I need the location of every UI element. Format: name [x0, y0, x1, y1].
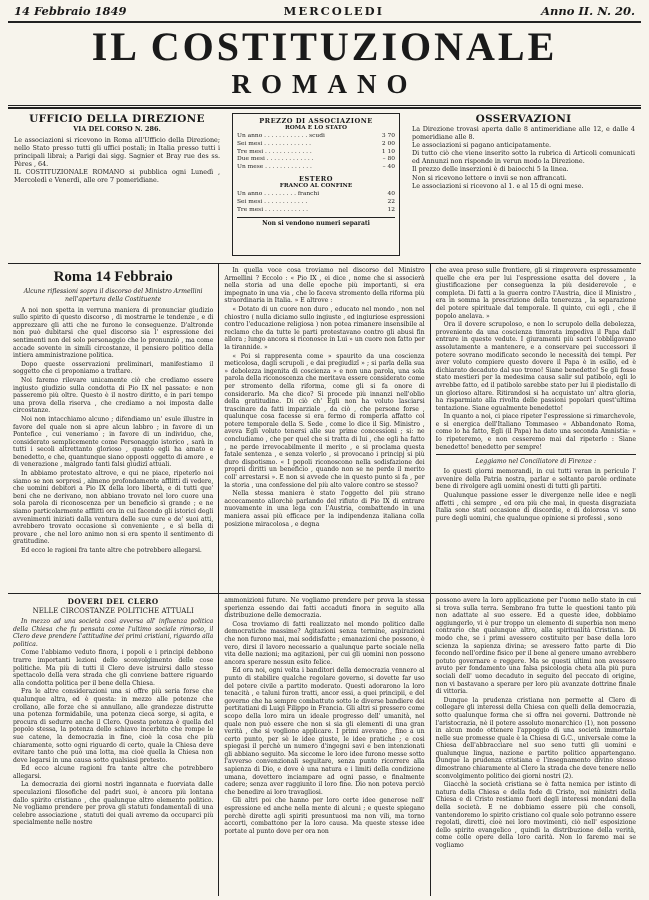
- clergy-article-title: DOVERI DEL CLERO: [67, 597, 159, 606]
- paragraph: Fra le altre considerazioni una si offre più seria forse che qualunque altra, ed è questa: in mezzo alle potenze che crollano, alle forze che si annullano, alle grandezze distrutte una potenza formidabile, una potenza cieca sorge, si agita, e procura di sedurre anche il Clero. Questa potenza è quella del popolo stessa, la potenza dello schiavo incerbito che rompe le sue catene, la democrazia in fine, cioè la cosa che più chiaramente, sotto ogni riguardo di certo, quale la Chiesa deve evitare tanto che può una lotta, ma cioè quella la Chiesa non deve legarsi in una causa sotto qualsiasi pretesto.: [13, 688, 214, 764]
- lead-article-title: Roma 14 Febbraio: [53, 269, 173, 285]
- letter-heading: Leggiamo nel Conciliatore di Firenze :: [475, 458, 597, 466]
- notice-paragraph: Non si ricevono lettere o invii se non affrancati.: [412, 173, 567, 182]
- notices-title: OSSERVAZIONI: [475, 113, 572, 125]
- paragraph: che avea preso sulle frontiere, gli si rimprovera espressamente quelle che era per lui l'espressione esatta del dovere , la giustificazione per conseguenza la più desiderevole , e completa. Di fatti a la guerra contro l'Austria, dice il Ministro , era in somma la prescrizione della tenerezza , la separazione del potere spirituale dal temporale. Il quinto, cui egli , che il popolo anelava. »: [435, 267, 636, 320]
- paragraph: Ed ecco alcune ragioni fra tante altre che potrebbero allegarsi.: [13, 765, 214, 780]
- lead-column-2: [219, 264, 430, 593]
- notice-paragraph: Di tutto ciò che viene inserito sotto la rubrica di Articoli comunicati ed Annunzi non risponde in verun modo la Direzione.: [412, 149, 635, 166]
- paragraph: Nella stessa maniera è stato l'oggetto del più strano accecamento allorchè parlando del rifiuto di Pio IX di entrare nuovamente in una lega con l'Austria, combattendo in una maniera assai più efficace per la indipendenza italiana colla posizione miracolosa , e degna: [224, 490, 425, 528]
- lead-column-3: [431, 264, 641, 593]
- notice-paragraph: Il prezzo delle inserzioni è di baiocchi 5 la linea.: [412, 165, 569, 174]
- paragraph: Ed ora noi, ogni volta i banditori della democrazia vennero al punto di stabilire qualche regolare governo, si dovette far uso del potere civile a partito moderato. Questi adorarono la loro tenacità , e taluni furon tratti, ancor essi, a quei principii, e del governo che ha sempre combattuto sotto le diverse bandiere dei pertitatiani di Luigi Filippo in Francia. Gli altri si pressero come scopo della loro mira un ideale progresso dell' umanità, nel quale non può essere che non si sia gli elementi di una gran verità , che si vogliono applicare. I primi avevano , fino a un certo punto, per sè le idee giuste, le idee pratiche ; e così spiegasi il perchè un numero d'ingegni savi e ben intenzionati gli abbiano seguito. Ma siccome le loro idee furono messe sotto l'avverso convenzionali seguitare, senza punto ricorrere alla sapienza di Dio, e dove è una natura e i limiti della condizione umana, dovettero inciampare ad ogni passo, e finalmente cadere; senza aver raggiunto il loro fine. Dio non poteva perciò che benedire ai loro travagliosi.: [224, 667, 425, 796]
- notices-box: [406, 109, 641, 263]
- price-value: 1 10: [381, 148, 395, 155]
- price-row: [237, 156, 395, 164]
- price-row: [237, 133, 395, 141]
- issue-number: Anno II. N. 20.: [541, 4, 635, 18]
- paragraph: Come l'abbiamo veduto finora, i popoli e i principi debbono trarre importanti lezioni dello sconvolgimento delle cose politiche. Ma più di tutti il Clero deve istruirsi dallo stesso spettacolo della vera strada che gli conviene battere riguardo alla condotta politica per il bene della Chiesa.: [13, 649, 214, 687]
- price-value: – 80: [382, 156, 395, 163]
- info-strip: [8, 109, 641, 264]
- paragraph: In abbiamo protestato altrove, e qui ne piace, ripeterlo noi siamo se non sorpresi , almeno profondamente afflitti di vedere, che uomini debitori a Pio IX della loro libertà, e di tutti que' beni che ne derivano, non abbiano trovato nel loro cuore una sola parola di riconoscenza per un beneficio sì grande ; e ne siamo particolarmente afflitti ora in cui facendo gli istorici degli avvenimenti iniziati dalla ventura delle sue cure e de' suoi atti, avrebbero trovato occasione sì conveniente , e sì bella di provare , che nel loro animo non si era spento il sentimento di gratitudine.: [13, 470, 214, 546]
- paragraph: In quanto a noi, ci piace ripeter l'espressione si rimarchevole, e sì energica dell'Italiano Tommaseo « Abbandonato Roma, come lo ha fatto, Egli (il Papa) ha dato una seconda Amnistia: » Io ripeteremo, e non cesseremo mai dal ripeterlo : Siane benedetto! benedetto per sempre!: [435, 413, 636, 451]
- lead-article-subtitle: Alcune riflessioni sopra il discorso del Ministro Armellini nell'apertura della Costituente: [23, 288, 203, 303]
- notice-paragraph: Le associazioni si ricevono al 1. e al 15 di ogni mese.: [412, 181, 584, 190]
- clergy-column-2: [219, 594, 430, 896]
- price-row: [237, 141, 395, 149]
- masthead-title: IL COSTITUZIONALE: [91, 24, 558, 69]
- lead-article: [8, 264, 641, 594]
- price-value: 40: [387, 190, 395, 197]
- paragraph: In mezzo ad una società così avversa all' influenza politica della Chiesa che fu pensata come l'ultimo sociale rimorso, il Clero deve prendere l'attitudine dei primi cristiani, riguardo alla politica.: [13, 618, 214, 648]
- issue-date: 14 Febbraio 1849: [14, 4, 127, 18]
- section-rule: [436, 454, 636, 455]
- price-row: [237, 207, 395, 215]
- paragraph: Dopo queste osservazioni preliminari, manifestiamo il soggetto che ci proponiamo a trattare.: [13, 360, 214, 376]
- paragraph: ammonizioni future. Ne vogliamo prendere per prova la stessa sperienza essendo dai fatti accaduti finora in seguito alla distribuzione delle democrazia.: [224, 597, 425, 620]
- price-box: [226, 109, 406, 263]
- masthead-rule: [8, 21, 641, 23]
- price-row: [237, 149, 395, 157]
- notice-paragraph: Le associazioni si pagano anticipatamente.: [412, 141, 552, 150]
- price-value: – 40: [382, 164, 395, 171]
- paragraph: Ora il dovere scrupoloso, e non lo scrupolo della debolezza, proveniente da una coscienza timorata impediva il Papa dall' entrare in queste vedute. I giuramenti più sacri l'obbligavano assolutamente a mantenere, e a conservare pei successori il potere sovrano modificato secondo le necessità dei tempi. Per aver voluto compiere questo dovere il Papa è in esilio, ed è dichiarato decaduto dal suo trono! Siane benedetto! Se gli fosse stato mestieri per la medesima causa salir sul patibolo, egli lo avrebbe fatto, ed il patibolo sarebbe stato per lui il piedistallo di un glorioso altare. Ritirandosi si ha acquistato un' altra gloria, ha risparmiato alla rivolta delle passioni popolari quest'ultima tentazione. Siane egualmente benedetto!: [435, 321, 636, 412]
- paragraph: Cosa troviamo di fatti realizzato nel mondo politico dalle democratiche massime? Agitazioni senza termine, aspirazioni che non furono mai, mai soddisfatte ; emanazioni che possono, è vero, dirsi il lavoro necessario a qualunque parte sociale nella vita delle nazioni; ma agitazioni, per cui gli uomini non possono ancora sperare nessun esito felice.: [224, 620, 425, 666]
- office-paragraph: Le associazioni si ricevono in Roma all'Ufficio della Direzione; nello Stato presso tutti gli uffici postali; in Italia presso tutti i principali librai; a Parigi dai sigg. Sagnier et Bray rue des ss. Pères , 64.: [14, 136, 220, 169]
- price-frame: [232, 113, 400, 256]
- paragraph: Io questi giorni memorandi, in cui tutti veran in periculo l' avvenire della Patria nostra, parlar e soltanto parole ordinate bene di rivolgere agli uomini onesti di tutti gli partiti.: [435, 468, 636, 491]
- price-subtitle: ROMA E LO STATO: [284, 125, 348, 131]
- price-row: [237, 199, 395, 207]
- price-row: [237, 164, 395, 172]
- price-label: Due mesi . . . . . . . . . . . . .: [237, 156, 314, 163]
- paragraph: Dunque la prudenza cristiana non permette al Clero di collegare gli interessi della Chiesa con quelli della democrazia, sotto qualunque forma che si offra nei governi. Dattronde nè l'aristocrazia, nè il potere assoluto monarchico (1), non possono in alcun modo ottenere l'appoggio di una società immortale nelle sue promesse quale è la Chiesa di G.C., universale come la Chiesa dell'abbracciare nel suo seno tutti gli uomini e qualunque lingua, nazione e partito politico appartengano. Dunque la prudenza cristiana e l'insegnamento divino stesso dimostrano chiaramente al Clero la strada che deve tenere nello sconvolgimento politico dei giorni nostri (2).: [435, 696, 636, 780]
- price-label: Tre mesi . . . . . . . . . . . .: [237, 206, 309, 213]
- lead-column-1: [8, 264, 219, 593]
- office-title: UFFICIO DELLA DIREZIONE: [29, 113, 205, 125]
- price-row: [237, 191, 395, 199]
- price-title: PREZZO DI ASSOCIAZIONE: [259, 117, 373, 125]
- paragraph: Noi non intacchiamo alcuno ; difendiamo un' esule illustre in favore del quale non si apre alcun labbro ; in favore di un Pontefice , cui veneriamo ; in favore di un individuo, che, considerato semplicemente come Personaggio istorico , sarà in tutti i secoli altrettanto glorioso , quanto egli ha amato e benedetto, e che, quantunque siano opposti oggetto di amore , e di venerazione , malgrado tanti falsi giudizî attuali.: [13, 415, 214, 469]
- paragraph: « Poi si rappresenta come » spaurito da una coscienza meticolosa, dagli scrupoli , e dai pregiudizî » ; si parla della sua » debolezza ingenita di coscienza » e non una parola, una sola parola della riconoscenza che meritava essere considerato come per stromento della riforma, come gli si fa onore di considerarlo. Ma che dico? Si procede più innanzi nell'oblio della gratitudine. Di ciò ch' Egli non ha voluto lasciarsi trascinare da fatti imparziale , da ciò , che persone forse , qualunque cosa facesse si era fermo di romperla affatto col potere temporale della S. Sede , come lo dice il Sig. Ministro , aveva Egli voluto tenersi alle sue prime concessioni ; si: ne concludiamo , che per quel che si tratta di lui , che egli ha fatto , ne perde irrevocabilmente il merito , e si proclama questa fatale sentenza , e senza volerlo , si provocano i principj si più duro dispotismo. « I popoli riconoscono nella sodisfazione dei proprii diritti un beneficio , quando non se ne perde il merito coll' arrestarsi ». E non si avvede che in questo punto si fa , per la storia , una confessione del più alto valore contro se stesso?: [224, 352, 425, 489]
- price-foreign-subtitle: FRANCO AL CONFINE: [279, 182, 353, 189]
- price-label: Sei mesi . . . . . . . . . . . .: [237, 198, 308, 205]
- price-label: Sei mesi . . . . . . . . . . . . .: [237, 140, 311, 147]
- clergy-article-subtitle: NELLE CIRCOSTANZE POLITICHE ATTUALI: [32, 607, 194, 615]
- price-value: 2 00: [381, 140, 395, 147]
- notice-paragraph: La Direzione trovasi aperta dalle 8 antimeridiane alle 12, e dalle 4 pomeridiane alle 8.: [412, 125, 635, 142]
- newspaper-page: [8, 4, 641, 896]
- paragraph: Qualunque passione esser le divergenze nelle idee e negli affetti , chi sempre , ed ora più che mai, in questa disgraziata Italia sono stati occasione di discordie, e di dolorosa vi sono pure degli uomini, che qualunque opinione si professi , sono: [435, 492, 636, 522]
- price-note: Non si vendono numeri separati: [237, 217, 395, 227]
- price-value: 12: [387, 206, 395, 213]
- price-value: 3 70: [381, 133, 395, 139]
- paragraph: possono avere la loro applicazione per l'uomo nello stato in cui si trova sulla terra. Sembrano fra tutte le questioni tanto più non adattate al suo essere. Ed a queste idee, dobbiamo aggiungerlo, vi è pur troppo un elemento di superbia non meno contrario che qualunque altro, alla spiritualità Cristiana. Di modo che, se i primi avessero costituito per base della loro scienza la sapienza divina; se avessero fatto parte di Dio fecondo nell'ordine fisico per il bene al genere umano avrebbero potuto governare e reggere. Ma se questi ultimi non avessero avuto per fondamento una falsa psicologia cheta alla più pura sociali dell' uomo decaduto in seguito del peccato di origine, non vi bastavano a sperare per loro più avanzate dottrine finale di vittoria.: [435, 597, 636, 696]
- paragraph: In quella voce cosa troviamo nel discorso del Ministro Armellini ? Eccolo : « Pio IX , ei dice , nome che si associerà nella storia ad una delle epoche più importanti, si era impegnato in una via , che lo faceva stromento della riforma più straordinaria in Italia. » E altrove :: [224, 267, 425, 305]
- paragraph: Noi faremo rilevare unicamente ciò che crediamo essere ingiusto giudizio sulla condotta di Pio IX nel passato: e non passeremo più oltre. Questo è il nostro diritto, e in pari tempo una prova della riserva , che crediamo a noi imposta dalle circostanze.: [13, 376, 214, 415]
- dateline: [8, 4, 641, 20]
- paragraph: Ed ecco le ragioni fra tante altre che potrebbero allegarsi.: [21, 547, 202, 554]
- price-value: 22: [387, 198, 395, 205]
- clergy-column-1: [8, 594, 219, 896]
- clergy-article: [8, 594, 641, 896]
- paragraph: « Dotato di un cuore non duro , educato nel mondo , non nel chiostro ( nulla diciamo sullo ingiuste , ed ingiuriose espressioni contro l'educazione religiosa ) non potea rimanere insensibile al reclamo che da tutte le parti protestavano contro gli abusi fin allora ; lungo ancora si riconosce in Lui » un cuore non fatto per la tirannide. »: [224, 305, 425, 351]
- paragraph: Giacchè la società cristiana se è fatta nemica per istinto di natura della Chiesa e della fede di Cristo, noi ministri della Chiesa e di Cristo restiamo fuori degli interessi mondani della della società. E ne dobbiamo essere più che consoli, vantendoremo lo spirito cristiano col quale solo potranno essere regolati, diretti, cioè nei loro movimenti, ciò nell' esposizione dello spirito evangelico , quindi la distribuzione della verità, come colle opere della loro carità. Non lo faremo mai se vogliamo: [435, 781, 636, 849]
- price-label: Un mese . . . . . . . . . . . . .: [237, 164, 312, 171]
- paragraph: A noi non spetta in verruna maniera di pronunciar giudizio sullo spirito di questo discorso , di mostrarne le tendenze , e di apprezzare gli atti che ne furono le conseguenze. D'altronde non può dubitarsi che quel discorso sia l' espressione dei sentimenti non del solo personaggio che lo pronunziò , ma come accade sovente in simili circostanze, il pensiero politico della intiera amministrazione politica.: [13, 306, 214, 360]
- price-label: Tre mesi . . . . . . . . . . . . .: [237, 148, 312, 155]
- paragraph: La democrazia dei giorni nostri ingannata e fuorviata dalle speculazioni filosofiche del padri suoi, è ancora più lontana dallo spirito cristiano , che qualunque altro elemento politico. Ne vogliamo prendere per prova gli statuti fondamentali di una celebre associazione , statuti dei quali avremo da occuparci più specialmente nelle nostre: [13, 781, 214, 827]
- office-paragraph: IL COSTITUZIONALE ROMANO si pubblica ogni Lunedì , Mercoledì e Venerdì, alle ore 7 pomeridiane.: [14, 168, 220, 185]
- paragraph: Gli altri poi che hanno per loro certe idee generose nell' espressione ed anche nella mente di alcuni ; e queste spiegano perchè dirette agli spiriti presuntuosi ma non vili, ma torno accorti, combattono per la loro causa. Ma queste stesse idee portate al punto dove per ora non: [224, 797, 425, 835]
- clergy-column-3: [431, 594, 641, 896]
- price-label: Un anno . . . . . . . . . franchi: [237, 190, 320, 197]
- office-box: [8, 109, 226, 263]
- office-address: VIA DEL CORSO N. 286.: [73, 125, 161, 133]
- price-foreign-title: ESTERO: [299, 174, 333, 183]
- masthead-subtitle: ROMANO: [231, 69, 418, 99]
- issue-weekday: MERCOLEDI: [283, 4, 385, 18]
- price-label: Un anno . . . . . . . . . . . . scudi: [237, 133, 325, 139]
